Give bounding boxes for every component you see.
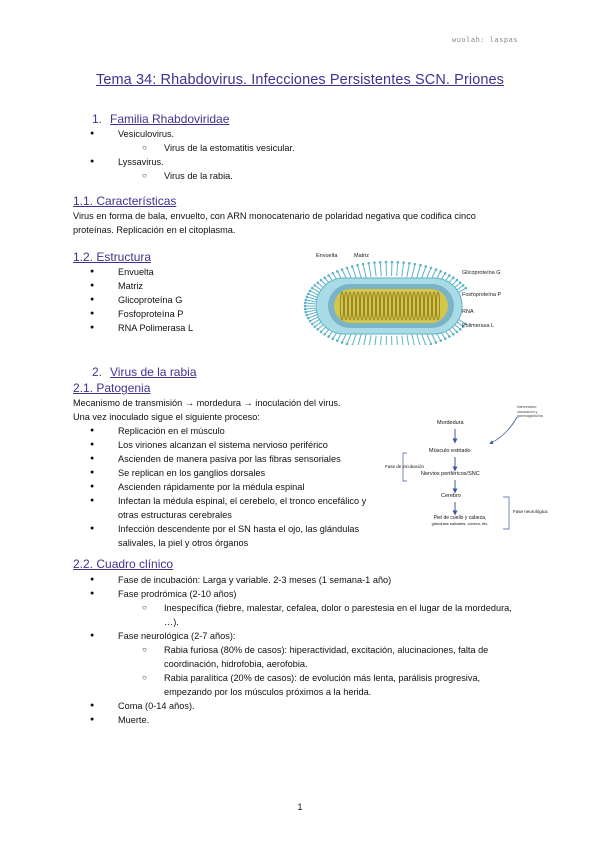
- label-envuelta: Envuelta: [316, 253, 338, 259]
- spike-tip: [448, 335, 451, 338]
- spike-tip: [305, 311, 308, 314]
- list-item: empezando por los músculos próximos a la herida.: [164, 687, 372, 697]
- text-line: proteínas. Replicación en el citoplasma.: [73, 225, 236, 235]
- spike: [307, 312, 317, 315]
- spike-tip: [452, 333, 455, 336]
- list-item: ● Ascienden rápidamente por la médula espinal: [90, 480, 386, 494]
- text-line: Una vez inoculado sigue el siguiente proceso:: [73, 412, 260, 422]
- list-item: ○ Inespecífica (fiebre, malestar, cefalea, dolor o parestesia en el lugar de la mordedura,: [90, 601, 550, 615]
- spike-tip: [362, 263, 365, 266]
- section-heading-familia: [92, 112, 229, 126]
- spike-tip: [307, 293, 310, 296]
- list-item: ● Fase prodrómica (2-10 años): [90, 587, 550, 601]
- spike-tip: [444, 337, 447, 340]
- spike-tip: [304, 305, 307, 308]
- structure-list: [90, 265, 290, 335]
- spike-tip: [306, 314, 309, 317]
- spike-tip: [327, 335, 330, 338]
- list-item: ○ Rabia paralítica (20% de casos): de evolución más lenta, parálisis progresiva,: [90, 671, 550, 685]
- flow-label-neurologica: Fase neurológica: [513, 509, 548, 514]
- paragraph: [73, 396, 393, 424]
- spike-tip: [448, 274, 451, 277]
- section-number: 2.: [92, 365, 103, 379]
- spike: [402, 336, 404, 345]
- spike: [352, 266, 356, 279]
- spike-tip: [462, 284, 465, 287]
- list-item: ● Vesiculovirus.: [90, 127, 570, 141]
- page-title: Tema 34: Rhabdovirus. Infecciones Persistentes SCN. Priones: [95, 72, 505, 88]
- list-item: ● Matriz: [90, 279, 290, 293]
- spike-tip: [379, 261, 382, 264]
- spike-tip: [327, 274, 330, 277]
- spike: [397, 336, 398, 345]
- spike-tip: [373, 261, 376, 264]
- spike-tip: [323, 333, 326, 336]
- flow-step-nervios: Nervios periféricos/SNC: [421, 471, 480, 477]
- section-title: Familia Rhabdoviridae: [110, 112, 230, 126]
- spike-tip: [439, 270, 442, 273]
- spike-tip: [341, 341, 344, 344]
- list-item: ● Lyssavirus.: [90, 155, 570, 169]
- spike: [417, 265, 421, 278]
- spike: [417, 334, 421, 345]
- spike-tip: [425, 265, 428, 268]
- spike-tip: [311, 323, 314, 326]
- flow-line: gammaglobulina: [517, 414, 543, 418]
- spike: [374, 263, 376, 277]
- spike: [363, 335, 366, 345]
- flow-line: vacunación y: [517, 409, 538, 414]
- flow-step-mordedura: Mordedura: [437, 420, 464, 426]
- family-list: [90, 127, 570, 183]
- spike-tip: [439, 339, 442, 342]
- spike-tip: [367, 262, 370, 265]
- list-item: ○ Virus de la estomatitis vesicular.: [90, 141, 570, 155]
- spike: [397, 262, 398, 276]
- list-item: ○ Rabia furiosa (80% de casos): hiperactividad, excitación, alucinaciones, falta de: [90, 643, 550, 657]
- spike-tip: [306, 296, 309, 299]
- label-glicoproteina: Glicoproteína G: [462, 270, 501, 276]
- spike: [369, 335, 371, 345]
- list-item: ● Fosfoproteína P: [90, 307, 290, 321]
- page-number: 1: [297, 802, 303, 812]
- flow-line: Intervención:: [517, 405, 538, 409]
- list-item: ○ Virus de la rabia.: [90, 169, 570, 183]
- spike-tip: [331, 272, 334, 275]
- spike-tip: [336, 339, 339, 342]
- spike: [407, 335, 409, 345]
- spike-tip: [314, 325, 317, 328]
- flow-label-incubacion: Fase de incubación: [385, 464, 425, 469]
- spike: [307, 297, 317, 300]
- label-fosfoproteina: Fosfoproteína P: [462, 292, 502, 298]
- spike: [358, 265, 362, 278]
- spike-tip: [320, 279, 323, 282]
- subsection-heading-cuadro-clinico: 2.2. Cuadro clínico: [73, 557, 174, 571]
- spike: [421, 333, 425, 345]
- spike-tip: [305, 299, 308, 302]
- list-item: ● Glicoproteína G: [90, 293, 290, 307]
- spike-tip: [346, 267, 349, 270]
- text-line: Mecanismo de transmisión → mordedura → inoculación del virus.: [73, 398, 341, 408]
- spike-tip: [309, 320, 312, 323]
- spike-tip: [435, 341, 438, 344]
- spike-tip: [435, 268, 438, 271]
- spike-tip: [464, 287, 467, 290]
- spike-tip: [459, 281, 462, 284]
- spike-tip: [331, 337, 334, 340]
- clinical-list: [90, 573, 550, 727]
- spike: [380, 262, 381, 276]
- spike-tip: [391, 261, 394, 264]
- list-item: ● Infección descendente por el SN hasta el ojo, las glándulas salivales, la piel y otros órganos: [90, 522, 386, 550]
- spike-tip: [311, 287, 314, 290]
- list-item: ● Los viriones alcanzan el sistema nervioso periférico: [90, 438, 386, 452]
- flow-side-note: [517, 405, 543, 419]
- section-number: 1.: [92, 112, 103, 126]
- list-item: ● Coma (0-14 años).: [90, 699, 550, 713]
- patogenia-list: [90, 424, 386, 550]
- spike: [305, 303, 315, 304]
- list-item: ● Se replican en los ganglios dorsales: [90, 466, 386, 480]
- section-heading-virus-rabia: [92, 365, 197, 379]
- flow-step-cerebro: Cerebro: [441, 493, 461, 499]
- flow-line: glándulas salivales, córnea, etc.: [431, 521, 489, 526]
- spike: [374, 336, 376, 345]
- spike-tip: [430, 267, 433, 270]
- spike-tip: [341, 268, 344, 271]
- text-line: Virus en forma de bala, envuelto, con ARN monocatenario de polaridad negativa que codifica cinco: [73, 211, 476, 221]
- list-item: coordinación, hidrofobia, aerofobia.: [164, 659, 308, 669]
- spike-tip: [320, 331, 323, 334]
- spike: [369, 263, 371, 277]
- list-item: ● Fase neurológica (2-7 años):: [90, 629, 550, 643]
- spike-tip: [307, 317, 310, 320]
- spike: [421, 266, 425, 279]
- spike-tip: [408, 262, 411, 265]
- spike: [363, 264, 366, 277]
- spike: [380, 336, 381, 345]
- spike-tip: [414, 263, 417, 266]
- spike-tip: [309, 290, 312, 293]
- virus-structure-figure: [298, 250, 528, 345]
- spike-tip: [385, 261, 388, 264]
- spike-tip: [456, 331, 459, 334]
- spike: [352, 333, 356, 345]
- paragraph: [73, 209, 573, 237]
- label-rna: RNA: [462, 309, 474, 315]
- spike-tip: [402, 261, 405, 264]
- list-item: ● Replicación en el músculo: [90, 424, 386, 438]
- spike-tip: [356, 264, 359, 267]
- spike: [306, 300, 316, 302]
- label-polimerasa: Polimerasa L: [462, 323, 495, 329]
- subsection-heading-estructura: 1.2. Estructura: [73, 250, 152, 264]
- flow-step-piel: [425, 515, 495, 526]
- list-item: ● Fase de incubación: Larga y variable. 2-3 meses (1 semana-1 año): [90, 573, 550, 587]
- spike: [402, 263, 404, 277]
- spike-tip: [419, 264, 422, 267]
- spike-tip: [351, 265, 354, 268]
- spike: [407, 263, 409, 277]
- section-title: Virus de la rabia: [110, 365, 197, 379]
- spike: [412, 264, 415, 277]
- spike: [358, 334, 362, 345]
- spike-tip: [444, 272, 447, 275]
- list-item: ● RNA Polimerasa L: [90, 321, 290, 335]
- pathogenesis-flow-diagram: [385, 405, 565, 540]
- list-item: ● Envuelta: [90, 265, 290, 279]
- list-item: ● Muerte.: [90, 713, 550, 727]
- label-matriz: Matriz: [354, 253, 369, 259]
- subsection-heading-caracteristicas: 1.1. Características: [73, 194, 177, 208]
- spike-tip: [336, 270, 339, 273]
- spike-tip: [323, 276, 326, 279]
- spike-tip: [316, 281, 319, 284]
- subsection-heading-patogenia: 2.1. Patogenia: [73, 381, 151, 395]
- list-item: ● Ascienden de manera pasiva por las fibras sensoriales: [90, 452, 386, 466]
- flow-step-musculo: Músculo estriado: [429, 448, 471, 454]
- spike-tip: [316, 328, 319, 331]
- spike-tip: [396, 261, 399, 264]
- spike-tip: [304, 308, 307, 311]
- spike: [412, 335, 415, 345]
- spike: [306, 310, 316, 312]
- spike: [305, 308, 315, 309]
- spike-tip: [452, 276, 455, 279]
- spike-tip: [304, 302, 307, 305]
- list-item: …).: [164, 617, 179, 627]
- spike-tip: [314, 284, 317, 287]
- spike-tip: [456, 279, 459, 282]
- flow-line: Piel de cuello y cabeza,: [433, 515, 487, 521]
- watermark: wuolah: laspas: [452, 36, 519, 44]
- list-item: ● Infectan la médula espinal, el cerebelo, el tronco encefálico y otras estructuras cerebrales: [90, 494, 386, 522]
